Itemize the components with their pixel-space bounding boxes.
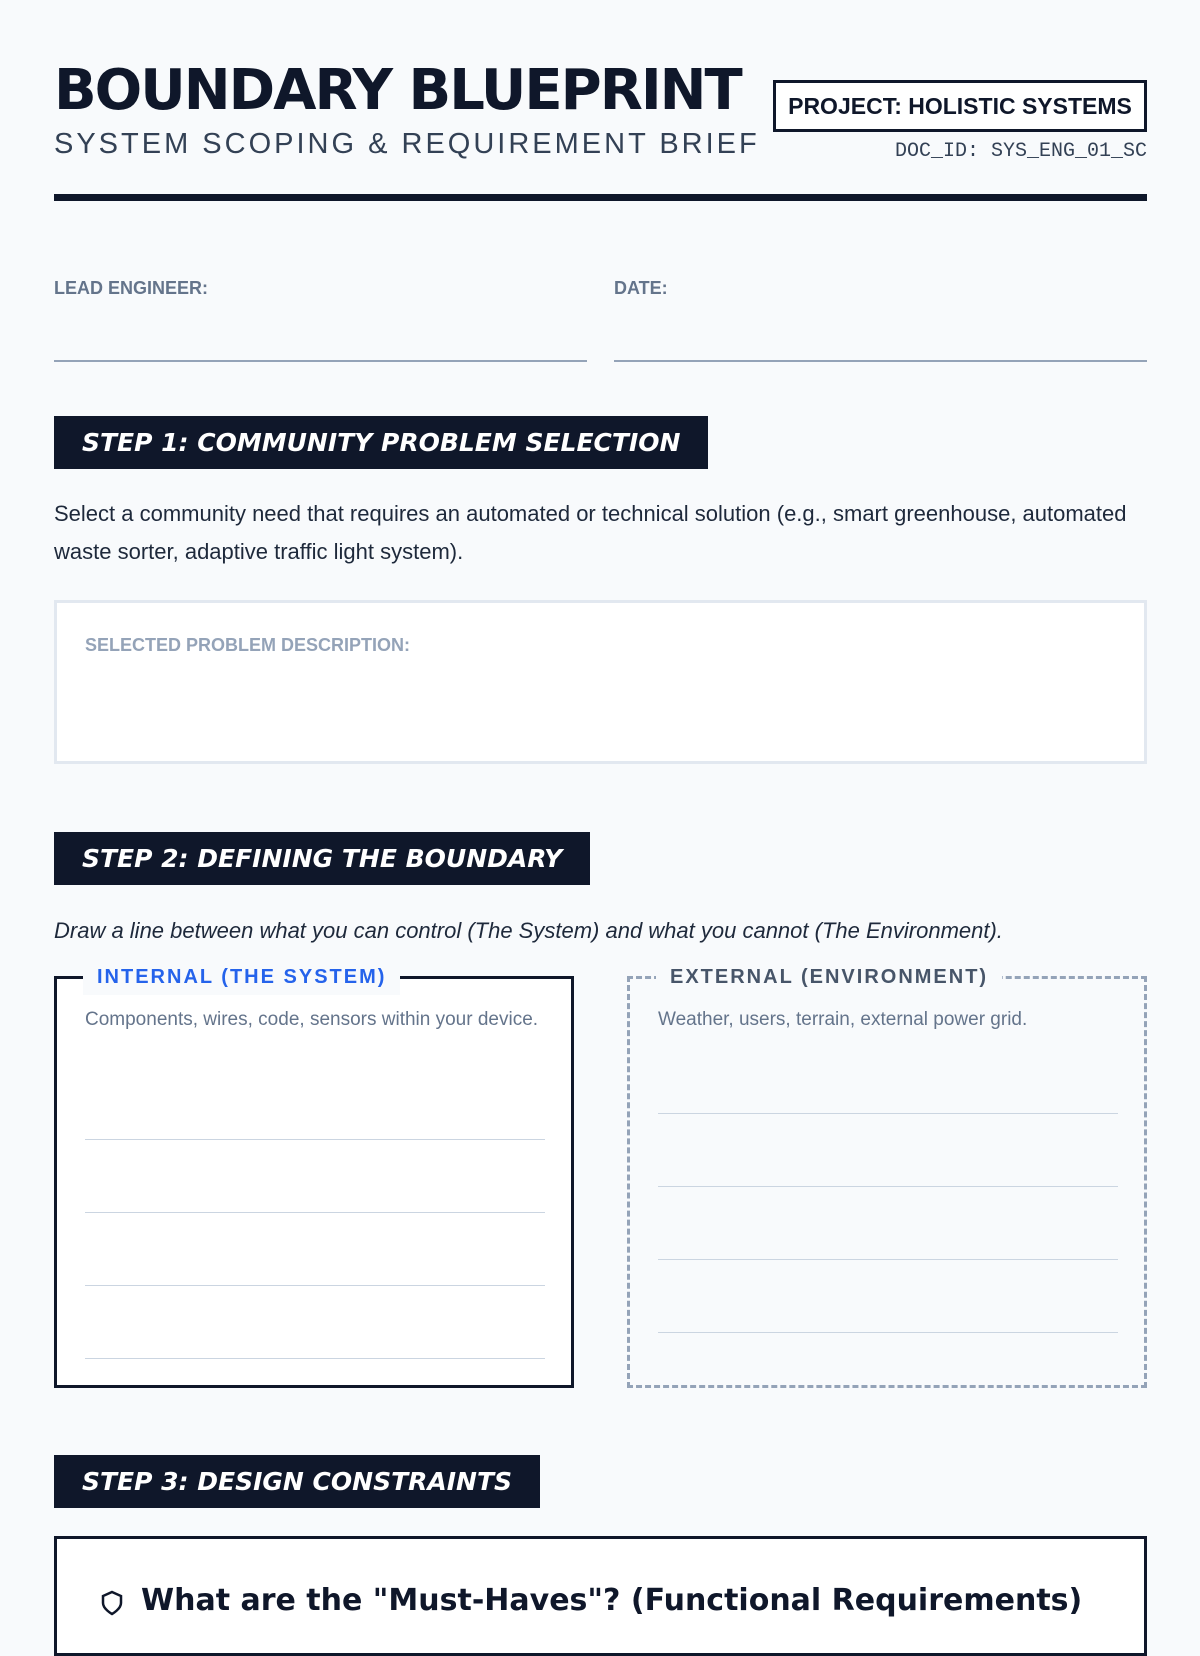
internal-system-hint: Components, wires, code, sensors within your device. bbox=[85, 1009, 539, 1030]
problem-description-box[interactable] bbox=[54, 600, 1147, 764]
write-line[interactable] bbox=[658, 1113, 1118, 1114]
constraints-box[interactable] bbox=[54, 1536, 1147, 1656]
step1-instructions: Select a community need that requires an automated or technical solution (e.g., smart greenhouse, automated waste sorter, adaptive traffic light system). bbox=[54, 501, 1127, 564]
step2-banner: STEP 2: DEFINING THE BOUNDARY bbox=[54, 832, 590, 885]
project-badge: PROJECT: HOLISTIC SYSTEMS bbox=[773, 80, 1147, 132]
internal-system-box[interactable] bbox=[54, 966, 574, 1388]
external-environment-hint: Weather, users, terrain, external power grid. bbox=[658, 1009, 1028, 1030]
write-line[interactable] bbox=[85, 1285, 545, 1286]
worksheet-page bbox=[54, 0, 1147, 1618]
lead-engineer-label: LEAD ENGINEER: bbox=[54, 278, 209, 298]
write-line[interactable] bbox=[658, 1332, 1118, 1333]
page-title: BOUNDARY BLUEPRINT bbox=[54, 58, 741, 123]
step3-banner: STEP 3: DESIGN CONSTRAINTS bbox=[54, 1455, 540, 1508]
date-field[interactable] bbox=[614, 360, 1147, 362]
internal-system-label: INTERNAL (THE SYSTEM) bbox=[83, 959, 400, 995]
write-line[interactable] bbox=[658, 1259, 1118, 1260]
step1-banner: STEP 1: COMMUNITY PROBLEM SELECTION bbox=[54, 416, 708, 469]
external-environment-label: EXTERNAL (ENVIRONMENT) bbox=[656, 959, 1002, 995]
problem-description-label: SELECTED PROBLEM DESCRIPTION: bbox=[85, 635, 411, 655]
write-line[interactable] bbox=[85, 1358, 545, 1359]
write-line[interactable] bbox=[85, 1212, 545, 1213]
header bbox=[54, 58, 1147, 198]
date-label: DATE: bbox=[614, 278, 668, 298]
doc-id: DOC_ID: SYS_ENG_01_SC bbox=[894, 140, 1147, 163]
step2-instructions: Draw a line between what you can control (The System) and what you cannot (The Environment). bbox=[54, 918, 1003, 943]
shield-icon bbox=[101, 1591, 123, 1615]
lead-engineer-field[interactable] bbox=[54, 360, 587, 362]
write-line[interactable] bbox=[658, 1186, 1118, 1187]
write-line[interactable] bbox=[85, 1139, 545, 1140]
header-divider bbox=[54, 194, 1147, 201]
external-environment-box[interactable] bbox=[627, 966, 1147, 1388]
page-subtitle: SYSTEM SCOPING & REQUIREMENT BRIEF bbox=[54, 128, 760, 160]
constraints-question: What are the "Must-Haves"? (Functional Requirements) bbox=[141, 1583, 1083, 1618]
